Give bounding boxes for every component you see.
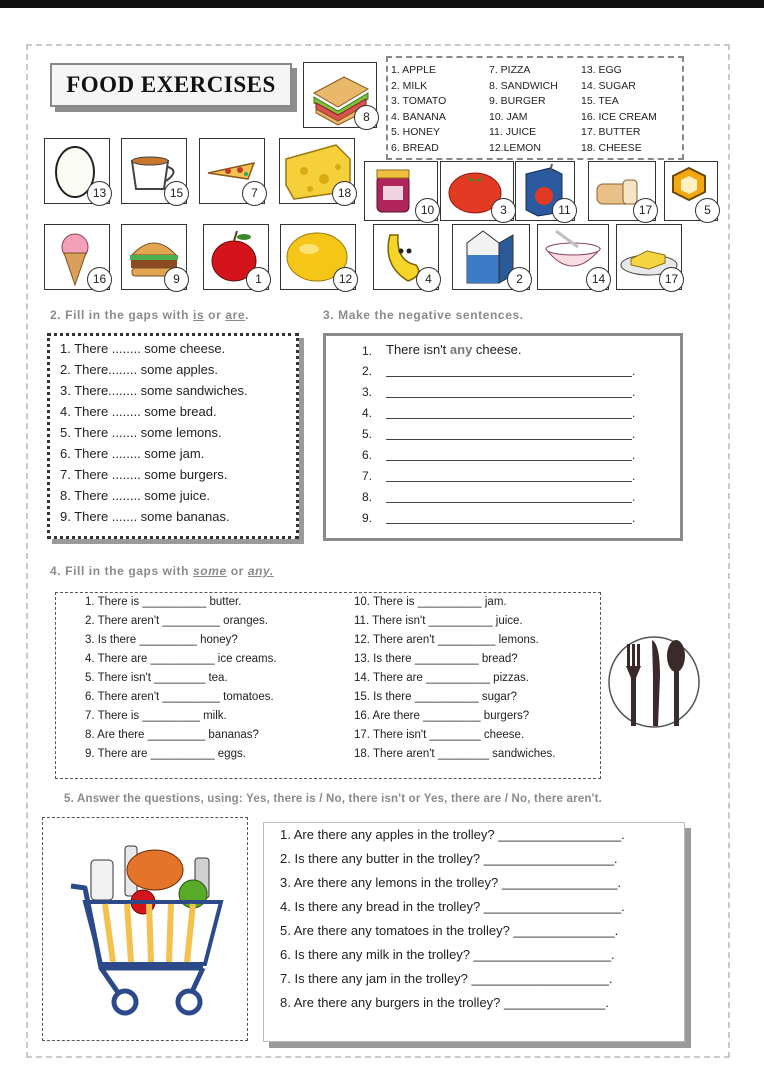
trolley-picture-box [42,817,248,1041]
picture-number: 12 [333,267,358,292]
heading-text: . [245,308,250,322]
gap-sentence: 13. Is there __________ bread? [354,653,518,665]
section-3-box [323,333,683,541]
gap-sentence: 3. Is there _________ honey? [85,634,238,646]
example-text: There isn't [386,342,450,357]
sandwich-picture [303,62,377,128]
picture-number: 3 [491,198,516,223]
heading-text: or [204,308,226,322]
item-number: 4. [362,406,373,420]
banana-picture [373,224,439,290]
answer-line[interactable] [386,376,632,377]
fill-gap-item: 8. There ........ some juice. [60,488,211,503]
gap-sentence: 9. There are __________ eggs. [85,748,246,760]
question-item: 1. Are there any apples in the trolley? _________________. [280,827,625,842]
section-3-heading: 3. Make the negative sentences. [323,308,524,322]
gap-sentence: 1. There is __________ butter. [85,596,242,608]
fill-gap-item: 7. There ........ some burgers. [60,467,228,482]
ice-cream-picture [44,224,110,290]
gap-sentence: 18. There aren't ________ sandwiches. [354,748,556,760]
shopping-trolley-icon [43,818,247,1040]
word-some: some [193,564,227,578]
gap-sentence: 15. Is there __________ sugar? [354,691,518,703]
picture-number: 17 [659,267,684,292]
vocab-item: 4. BANANA [391,110,446,123]
question-item: 5. Are there any tomatoes in the trolley? ______________. [280,923,619,938]
question-item: 4. Is there any bread in the trolley? ___________________. [280,899,625,914]
example-sentence [386,342,521,357]
line-end-dot: . [632,364,636,378]
vocab-item: 14. SUGAR [581,79,636,92]
fill-gap-item: 1. There ........ some cheese. [60,341,226,356]
egg-picture [44,138,110,204]
question-item: 3. Are there any lemons in the trolley? ________________. [280,875,622,890]
fill-gap-item: 6. There ........ some jam. [60,446,205,461]
juice-picture [515,161,575,221]
picture-number: 14 [586,267,611,292]
line-end-dot: . [632,406,636,420]
item-number: 2. [362,364,373,378]
picture-number: 15 [164,181,189,206]
gap-sentence: 12. There aren't _________ lemons. [354,634,539,646]
bread-picture [588,161,656,221]
vocab-item: 2. MILK [391,79,428,92]
picture-number: 11 [552,198,577,223]
item-number: 7. [362,469,373,483]
item-number: 1. [362,344,373,358]
vocab-column-2 [489,63,558,157]
vocab-column-1 [391,63,446,157]
answer-line[interactable] [386,502,632,503]
item-number: 8. [362,490,373,504]
line-end-dot: . [632,385,636,399]
heading-text: 4. Fill in the gaps with [50,564,194,578]
cheese-picture [279,138,355,204]
word-are: are [225,308,246,322]
section-4-box [55,592,601,779]
question-item: 7. Is there any jam in the trolley? ___________________. [280,971,613,986]
vocab-item: 7. PIZZA [489,64,531,76]
honey-picture [664,161,718,221]
picture-number: 13 [87,181,112,206]
picture-number: 10 [415,198,440,223]
vocab-item: 9. BURGER [489,95,546,108]
picture-number: 5 [695,198,720,223]
example-text: cheese. [472,342,522,357]
word-any: any [449,342,473,357]
vocab-item: 6. BREAD [391,141,439,154]
line-end-dot: . [632,427,636,441]
fill-gap-item: 5. There ....... some lemons. [60,425,222,440]
word-is: is [193,308,205,322]
picture-number: 8 [354,105,379,130]
picture-number: 16 [87,267,112,292]
answer-line[interactable] [386,397,632,398]
jam-picture [364,161,438,221]
picture-number: 9 [164,267,189,292]
gap-sentence: 7. There is _________ milk. [85,710,227,722]
tomato-picture [440,161,514,221]
vocab-item: 11. JUICE [489,126,537,139]
vocabulary-list [386,56,684,160]
picture-number: 17 [633,198,658,223]
gap-sentence: 2. There aren't _________ oranges. [85,615,268,627]
line-end-dot: . [632,448,636,462]
question-item: 8. Are there any burgers in the trolley? ______________. [280,995,609,1010]
picture-number: 18 [332,181,357,206]
gap-sentence: 14. There are __________ pizzas. [354,672,529,684]
fill-gap-item: 4. There ........ some bread. [60,404,217,419]
vocab-column-3 [581,63,657,157]
vocab-item: 16. ICE CREAM [581,110,657,123]
vocab-item: 3. TOMATO [391,95,447,108]
page-title: FOOD EXERCISES [50,63,292,107]
section-5-questions-box [263,822,685,1042]
top-edge-bar [0,0,764,8]
gap-sentence: 6. There aren't _________ tomatoes. [85,691,274,703]
section-2-heading [50,308,249,322]
vocab-item: 5. HONEY [391,126,441,139]
gap-sentence: 11. There isn't __________ juice. [354,615,523,627]
fill-gap-item: 3. There........ some sandwiches. [60,383,248,398]
heading-text: or [226,564,248,578]
pizza-picture [199,138,265,204]
vocab-item: 17. BUTTER [581,126,641,139]
fill-gap-item: 9. There ....... some bananas. [60,509,230,524]
vocab-item: 13. EGG [581,64,622,76]
vocab-item: 10. JAM [489,110,528,123]
question-item: 2. Is there any butter in the trolley? __________________. [280,851,618,866]
item-number: 9. [362,511,373,525]
answer-line[interactable] [386,481,632,482]
answer-line[interactable] [386,523,632,524]
plate-cutlery-icon [604,630,704,734]
gap-sentence: 8. Are there _________ bananas? [85,729,259,741]
section-2-box [47,333,299,539]
apple-picture [203,224,269,290]
gap-sentence: 17. There isn't ________ cheese. [354,729,525,741]
vocab-item: 18. CHEESE [581,141,642,154]
gap-sentence: 4. There are __________ ice creams. [85,653,277,665]
gap-sentence: 16. Are there _________ burgers? [354,710,530,722]
heading-text: 2. Fill in the gaps with [50,308,194,322]
vocab-item: 12.LEMON [489,141,541,154]
tea-picture [121,138,187,204]
line-end-dot: . [632,490,636,504]
picture-number: 7 [242,181,267,206]
item-number: 3. [362,385,373,399]
lemon-picture [280,224,356,290]
sugar-picture [537,224,609,290]
picture-number: 1 [246,267,271,292]
vocab-item: 15. TEA [581,95,619,108]
answer-line[interactable] [386,439,632,440]
answer-line[interactable] [386,460,632,461]
gap-sentence: 10. There is __________ jam. [354,596,507,608]
word-any: any. [247,564,274,578]
section-5-heading: 5. Answer the questions, using: Yes, there is / No, there isn't or Yes, there are / No, there aren't. [64,793,603,805]
fill-gap-item: 2. There........ some apples. [60,362,219,377]
picture-number: 4 [416,267,441,292]
item-number: 5. [362,427,373,441]
section-4-heading [50,564,274,578]
picture-number: 2 [507,267,532,292]
line-end-dot: . [632,511,636,525]
vocab-item: 1. APPLE [391,64,436,76]
milk-picture [452,224,530,290]
burger-picture [121,224,187,290]
answer-line[interactable] [386,418,632,419]
vocab-item: 8. SANDWICH [489,79,558,92]
question-item: 6. Is there any milk in the trolley? ___________________. [280,947,615,962]
item-number: 6. [362,448,373,462]
gap-sentence: 5. There isn't ________ tea. [85,672,228,684]
line-end-dot: . [632,469,636,483]
butter-picture [616,224,682,290]
